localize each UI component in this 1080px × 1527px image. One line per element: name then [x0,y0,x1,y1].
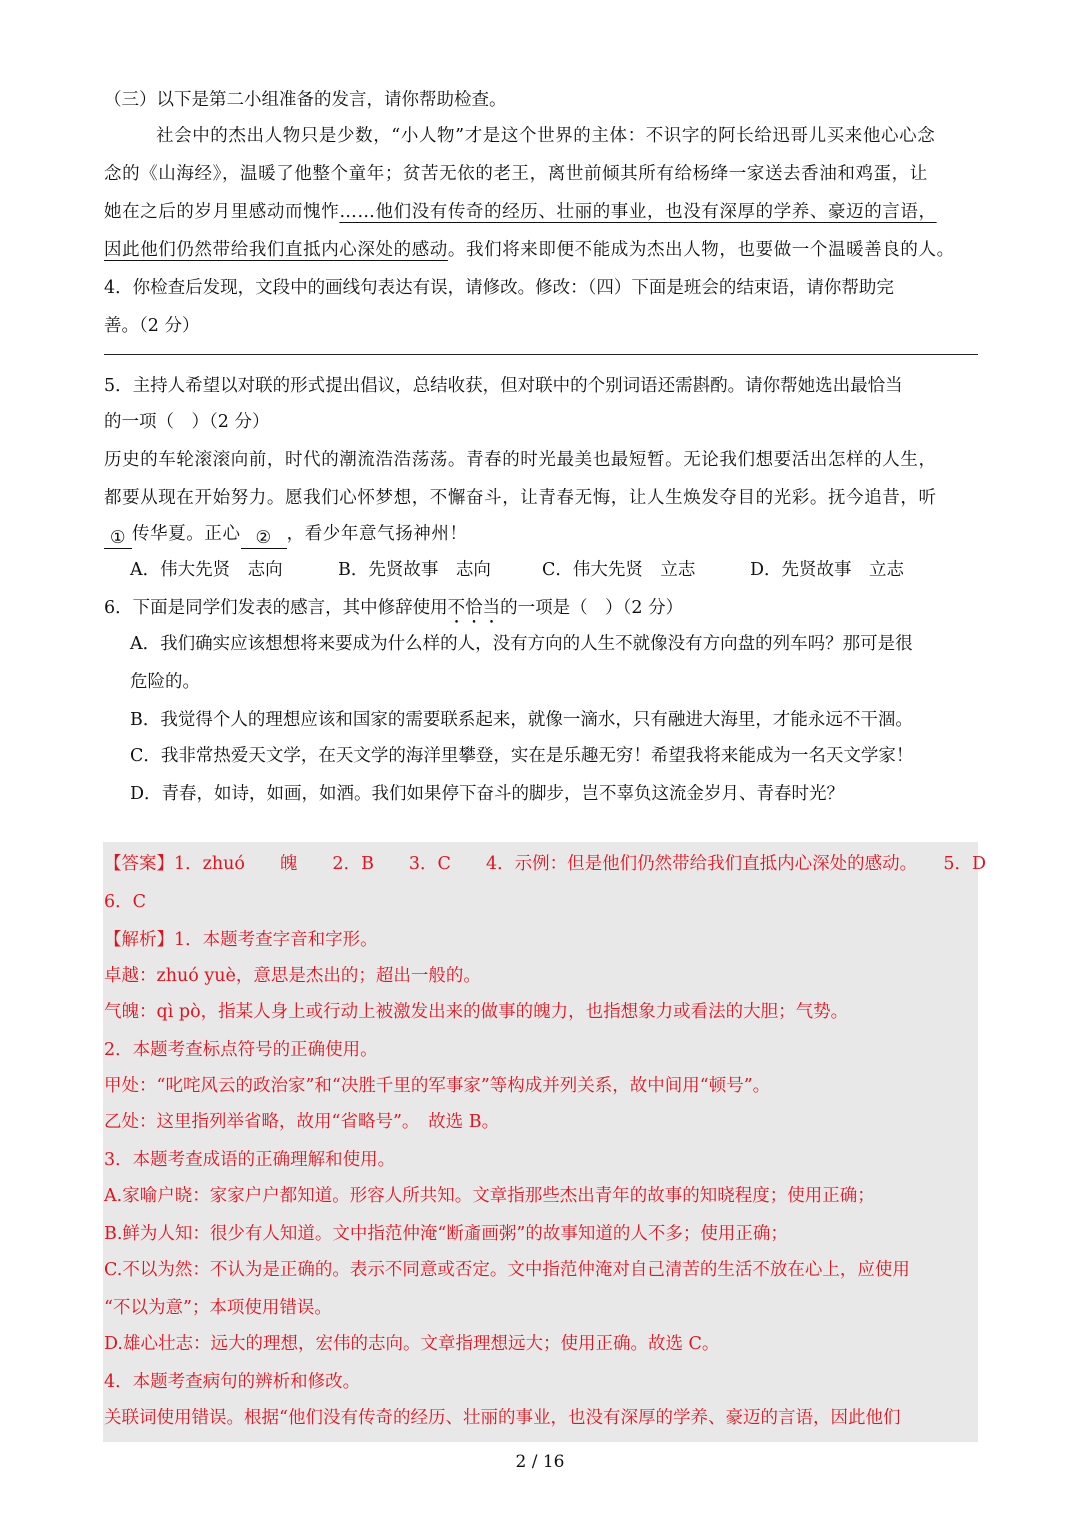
section3-paragraph-line4 [104,236,980,261]
question4-line1: 4．你检查后发现，文段中的画线句表达有误，请修改。修改：（四）下面是班会的结束语，请你帮助完 [104,278,894,298]
fill-blank-1: ① [104,528,132,549]
analysis-line5: 乙处：这里指列举省略，故用“省略号”。 故选 B。 [104,1112,500,1132]
option-b: B．先贤故事 志向 [338,560,491,580]
section3-paragraph-text: 她在之后的岁月里感动而愧怍 [104,202,340,222]
answer-line [104,354,978,355]
question6-stem-end: 的一项是（ ）（2 分） [500,598,684,618]
section3-paragraph-line3 [104,198,980,223]
analysis-line13: 关联词使用错误。根据“他们没有传奇的经历、壮丽的事业，也没有深厚的学养、豪迈的言语，因此他们 [104,1408,901,1428]
emphasis-not-appropriate: 不恰当 [447,598,501,618]
analysis-line11: D.雄心壮志：远大的理想，宏伟的志向。文章指理想远大；使用正确。故选 C。 [104,1334,720,1354]
underlined-sentence-part2: 因此他们仍然带给我们直抵内心深处的感动 [104,240,448,260]
question5-text-line1: 历史的车轮滚滚向前，时代的潮流浩浩荡荡。青春的时光最美也最短暂。无论我们想要活出怎样的人生， [104,450,937,470]
section3-paragraph-line1: 社会中的杰出人物只是少数，“小人物”才是这个世界的主体：不识字的阿长给迅哥儿买来他心心念 [156,126,936,146]
analysis-line8: B.鲜为人知：很少有人知道。文中指范仲淹“断齑画粥”的故事知道的人不多；使用正确； [104,1224,788,1244]
question6-option-d: D．青春，如诗，如画，如酒。我们如果停下奋斗的脚步，岂不辜负这流金岁月、青春时光？ [130,784,845,804]
option-a: A．伟大先贤 志向 [130,560,283,580]
answer-line2: 6．C [104,892,147,912]
question5-line1: 5．主持人希望以对联的形式提出倡议，总结收获，但对联中的个别词语还需斟酌。请你帮她选出最恰当 [104,376,903,396]
section3-paragraph-line2: 念的《山海经》，温暖了他整个童年；贫苦无依的老王，离世前倾其所有给杨绛一家送去香油和鸡蛋，让 [104,164,928,184]
question5-text-line3 [104,520,980,549]
analysis-line3: 2．本题考查标点符号的正确使用。 [104,1040,378,1060]
analysis-line2: 气魄：qì pò，指某人身上或行动上被激发出来的做事的魄力，也指想象力或看法的大胆；气势。 [104,1002,849,1022]
section3-paragraph-end: 。我们将来即便不能成为杰出人物，也要做一个温暖善良的人。 [447,240,955,260]
question6-stem [104,594,980,628]
fill-blank-2: ② [241,528,287,549]
question6-option-a-line1: A．我们确实应该想想将来要成为什么样的人，没有方向的人生不就像没有方向盘的列车吗？那可是很 [130,634,913,654]
question5-text-line2: 都要从现在开始努力。愿我们心怀梦想，不懈奋斗，让青春无悔，让人生焕发夺目的光彩。抚今追昔，听 [104,488,937,508]
analysis-heading: 【解析】1．本题考查字音和字形。 [104,930,378,950]
underlined-sentence-part1: ……他们没有传奇的经历、壮丽的事业，也没有深厚的学养、豪迈的言语， [339,202,937,222]
question4-line2: 善。（2 分） [104,316,200,336]
analysis-line10: “不以为意”；本项使用错误。 [104,1298,332,1318]
analysis-line12: 4．本题考查病句的辨析和修改。 [104,1372,361,1392]
question5-text-mid: 传华夏。正心 [132,524,241,544]
question5-text-end: ，看少年意气扬神州！ [286,524,468,544]
analysis-line4: 甲处：“叱咤风云的政治家”和“决胜千里的军事家”等构成并列关系，故中间用“顿号”。 [104,1076,771,1096]
question5-line2: 的一项（ ）（2 分） [104,412,270,432]
analysis-line9: C.不以为然：不认为是正确的。表示不同意或否定。文中指范仲淹对自己清苦的生活不放在心上，应使用 [104,1260,910,1280]
question6-option-b: B．我觉得个人的理想应该和国家的需要联系起来，就像一滴水，只有融进大海里，才能永远不干涸。 [130,710,913,730]
question6-option-a-line2: 危险的。 [130,672,200,692]
option-c: C．伟大先贤 立志 [542,560,696,580]
analysis-line7: A.家喻户晓：家家户户都知道。形容人所共知。文章指那些杰出青年的故事的知晓程度；使用正确； [104,1186,875,1206]
option-d: D．先贤故事 立志 [750,560,905,580]
page-number: 2 / 16 [515,1452,565,1472]
question5-options [130,556,980,581]
section3-heading: （三）以下是第二小组准备的发言，请你帮助检查。 [104,90,507,110]
analysis-line6: 3．本题考查成语的正确理解和使用。 [104,1150,396,1170]
question6-option-c: C．我非常热爱天文学，在天文学的海洋里攀登，实在是乐趣无穷！希望我将来能成为一名天文学家！ [130,746,914,766]
answer-line1: 【答案】1．zhuó 魄 2．B 3．C 4．示例：但是他们仍然带给我们直抵内心深处的感动。 5．D [104,854,986,874]
question6-stem-start: 6．下面是同学们发表的感言，其中修辞使用 [104,598,448,618]
analysis-line1: 卓越：zhuó yuè，意思是杰出的；超出一般的。 [104,966,481,986]
